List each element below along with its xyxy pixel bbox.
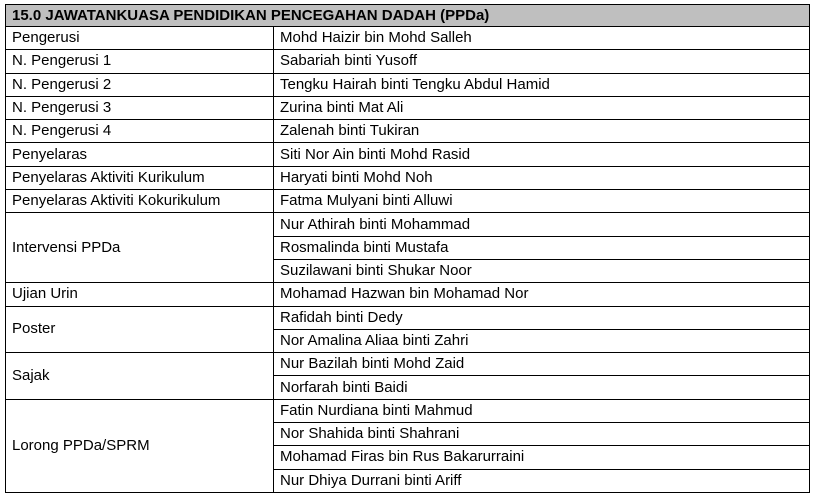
committee-table-body <box>6 5 810 493</box>
member-name-cell: Zurina binti Mat Ali <box>274 96 810 119</box>
member-name-cell: Nur Dhiya Durrani binti Ariff <box>274 469 810 492</box>
role-cell: Ujian Urin <box>6 283 274 306</box>
role-cell: Penyelaras <box>6 143 274 166</box>
member-name-cell: Norfarah binti Baidi <box>274 376 810 399</box>
role-cell: Sajak <box>6 353 274 400</box>
member-name-cell: Fatma Mulyani binti Alluwi <box>274 190 810 213</box>
member-name-cell: Nur Bazilah binti Mohd Zaid <box>274 353 810 376</box>
role-cell: Penyelaras Aktiviti Kokurikulum <box>6 190 274 213</box>
role-cell: Penyelaras Aktiviti Kurikulum <box>6 166 274 189</box>
member-name-cell: Nor Amalina Aliaa binti Zahri <box>274 329 810 352</box>
member-name-cell: Zalenah binti Tukiran <box>274 120 810 143</box>
table-row <box>6 190 810 213</box>
table-row <box>6 166 810 189</box>
member-name-cell: Rosmalinda binti Mustafa <box>274 236 810 259</box>
role-cell: Lorong PPDa/SPRM <box>6 399 274 492</box>
member-name-cell: Nur Athirah binti Mohammad <box>274 213 810 236</box>
role-cell: Intervensi PPDa <box>6 213 274 283</box>
table-row <box>6 399 810 422</box>
committee-table <box>5 4 810 493</box>
committee-document <box>5 4 809 493</box>
table-row <box>6 353 810 376</box>
table-row <box>6 27 810 50</box>
role-cell: N. Pengerusi 4 <box>6 120 274 143</box>
member-name-cell: Sabariah binti Yusoff <box>274 50 810 73</box>
member-name-cell: Fatin Nurdiana binti Mahmud <box>274 399 810 422</box>
member-name-cell: Tengku Hairah binti Tengku Abdul Hamid <box>274 73 810 96</box>
table-header-row <box>6 5 810 27</box>
role-cell: N. Pengerusi 1 <box>6 50 274 73</box>
member-name-cell: Nor Shahida binti Shahrani <box>274 423 810 446</box>
member-name-cell: Suzilawani binti Shukar Noor <box>274 259 810 282</box>
table-row <box>6 73 810 96</box>
table-row <box>6 213 810 236</box>
table-row <box>6 306 810 329</box>
table-row <box>6 96 810 119</box>
member-name-cell: Mohamad Firas bin Rus Bakarurraini <box>274 446 810 469</box>
member-name-cell: Mohamad Hazwan bin Mohamad Nor <box>274 283 810 306</box>
member-name-cell: Mohd Haizir bin Mohd Salleh <box>274 27 810 50</box>
role-cell: Pengerusi <box>6 27 274 50</box>
member-name-cell: Haryati binti Mohd Noh <box>274 166 810 189</box>
member-name-cell: Rafidah binti Dedy <box>274 306 810 329</box>
role-cell: N. Pengerusi 3 <box>6 96 274 119</box>
table-row <box>6 50 810 73</box>
table-row <box>6 283 810 306</box>
table-row <box>6 120 810 143</box>
role-cell: Poster <box>6 306 274 353</box>
role-cell: N. Pengerusi 2 <box>6 73 274 96</box>
committee-title: 15.0 JAWATANKUASA PENDIDIKAN PENCEGAHAN DADAH (PPDa) <box>6 5 810 27</box>
table-row <box>6 143 810 166</box>
member-name-cell: Siti Nor Ain binti Mohd Rasid <box>274 143 810 166</box>
